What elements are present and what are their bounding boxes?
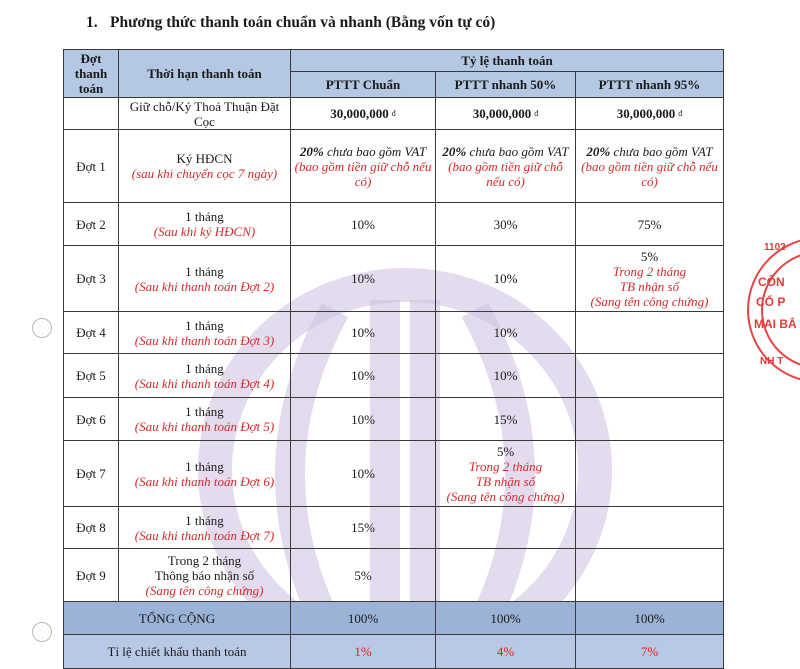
section-title: Phương thức thanh toán chuẩn và nhanh (Bằng vốn tự có) [110,14,496,31]
installment-name: Đợt 4 [64,312,119,354]
rate-cell: 5% Trong 2 tháng TB nhận số (Sang tên công chứng) [576,246,724,312]
rate-cell: 10% [436,312,576,354]
total-label: TỔNG CỘNG [64,602,291,635]
rate-cell: 15% [436,398,576,441]
table-row [64,507,724,549]
stamp-text-5: NH T [760,356,784,367]
rate-cell: 10% [436,246,576,312]
header-plan-standard: PTTT Chuẩn [291,72,436,98]
term-cell: 1 tháng (Sau khi thanh toán Đợt 3) [119,312,291,354]
table-row [64,98,724,130]
rate-cell: 75% [576,203,724,246]
total-value: 100% [436,602,576,635]
rate-cell [576,441,724,507]
installment-name: Đợt 1 [64,130,119,203]
table-row [64,312,724,354]
binder-hole [32,622,52,642]
installment-name: Đợt 3 [64,246,119,312]
header-installment: Đợt thanh toán [64,50,119,98]
table-row [64,441,724,507]
rate-cell: 15% [291,507,436,549]
total-row [64,602,724,635]
installment-name: Đợt 5 [64,354,119,398]
rate-cell: 20% chưa bao gồm VAT (bao gồm tiền giữ chỗ nếu có) [576,130,724,203]
header-term: Thời hạn thanh toán [119,50,291,98]
table-row [64,398,724,441]
term-cell: Trong 2 tháng Thông báo nhận sổ (Sang tên công chứng) [119,549,291,602]
installment-name: Đợt 2 [64,203,119,246]
rate-cell: 10% [291,203,436,246]
rate-cell: 10% [436,354,576,398]
total-value: 100% [576,602,724,635]
table-row [64,549,724,602]
rate-cell: 5% Trong 2 tháng TB nhận số (Sang tên công chứng) [436,441,576,507]
installment-name: Đợt 9 [64,549,119,602]
rate-cell [576,312,724,354]
term-cell: 1 tháng (Sau khi thanh toán Đợt 6) [119,441,291,507]
rate-cell [576,507,724,549]
discount-label: Tỉ lệ chiết khấu thanh toán [64,635,291,669]
section-number: 1. [86,14,98,31]
stamp-text-3: CỔ P [756,295,786,309]
stamp-text-1: 1102 [764,242,786,253]
rate-cell: 10% [291,441,436,507]
table-row [64,246,724,312]
rate-cell: 10% [291,312,436,354]
rate-cell: 10% [291,398,436,441]
rate-cell: 10% [291,354,436,398]
term-cell: 1 tháng (Sau khi thanh toán Đợt 4) [119,354,291,398]
rate-cell [436,507,576,549]
rate-cell: 20% chưa bao gồm VAT (bao gồm tiền giữ chỗ nếu có) [291,130,436,203]
installment-name: Đợt 6 [64,398,119,441]
installment-name: Đợt 8 [64,507,119,549]
term-cell: 1 tháng (Sau khi ký HĐCN) [119,203,291,246]
term-cell: 1 tháng (Sau khi thanh toán Đợt 2) [119,246,291,312]
rate-cell: 5% [291,549,436,602]
header-rate: Tỷ lệ thanh toán [291,50,724,72]
payment-schedule-table [63,49,724,669]
deposit-amount: 30,000,000 $^đ$ [576,98,724,130]
company-stamp [740,230,800,390]
table-row [64,203,724,246]
discount-value: 7% [576,635,724,669]
table-row [64,354,724,398]
rate-cell [576,354,724,398]
installment-name: Đợt 7 [64,441,119,507]
rate-cell [576,549,724,602]
header-plan-fast-50: PTTT nhanh 50% [436,72,576,98]
rate-cell: 30% [436,203,576,246]
rate-cell [436,549,576,602]
binder-hole [32,318,52,338]
rate-cell: 20% chưa bao gồm VAT (bao gồm tiền giữ chỗ nếu có) [436,130,576,203]
header-plan-fast-95: PTTT nhanh 95% [576,72,724,98]
term-cell: 1 tháng (Sau khi thanh toán Đợt 7) [119,507,291,549]
term-cell: 1 tháng (Sau khi thanh toán Đợt 5) [119,398,291,441]
deposit-amount: 30,000,000 $^đ$ [291,98,436,130]
discount-value: 4% [436,635,576,669]
total-value: 100% [291,602,436,635]
term-cell: Ký HĐCN (sau khi chuyển cọc 7 ngày) [119,130,291,203]
discount-value: 1% [291,635,436,669]
section-heading [86,14,495,32]
deposit-term: Giữ chỗ/Ký Thoả Thuận Đặt Cọc [119,98,291,130]
stamp-text-4: MAI BẮ [754,317,797,331]
stamp-text-2: CÔN [758,275,785,289]
rate-cell [576,398,724,441]
table-row [64,130,724,203]
rate-cell: 10% [291,246,436,312]
discount-row [64,635,724,669]
deposit-amount: 30,000,000 $^đ$ [436,98,576,130]
